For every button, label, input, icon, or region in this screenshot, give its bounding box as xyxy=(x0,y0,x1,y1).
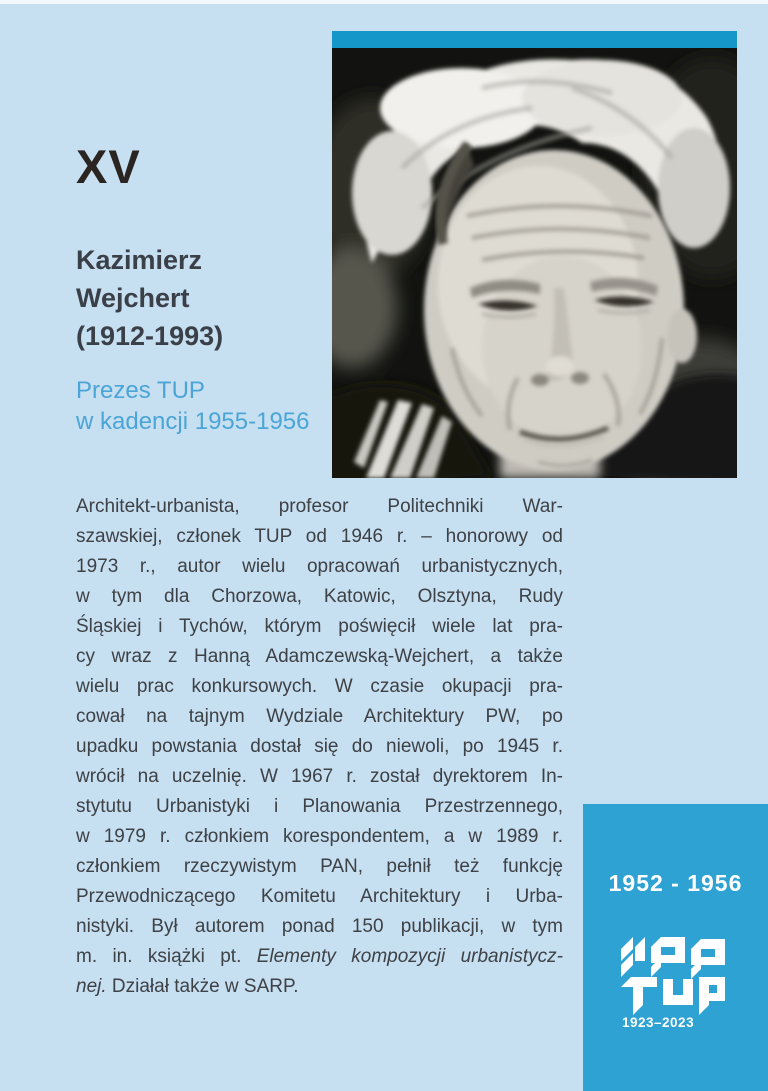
centennial-years: 1923–2023 xyxy=(622,1015,695,1030)
bio-line: nej. Działał także w SARP. xyxy=(76,976,299,997)
bio-line: wielu prac konkursowych. W czasie okupacji pra- xyxy=(76,676,563,697)
page-top-edge xyxy=(0,0,768,4)
bio-line: szawskiej, członek TUP od 1946 r. – honorowy od xyxy=(76,526,563,547)
role-line2: w kadencji 1955-1956 xyxy=(76,408,310,435)
portrait-image xyxy=(332,48,737,478)
bio-line: stytutu Urbanistyki i Planowania Przestrzennego, xyxy=(76,796,563,817)
bio-line: członkiem rzeczywistym PAN, pełnił też funkcję xyxy=(76,856,563,877)
bio-line: w tym dla Chorzowa, Katowic, Olsztyna, Rudy xyxy=(76,586,563,607)
bio-line: 1973 r., autor wielu opracowań urbanistycznych, xyxy=(76,556,563,577)
person-life-years: (1912-1993) xyxy=(76,321,224,351)
bio-line: cy wraz z Hanną Adamczewską-Wejchert, a także xyxy=(76,646,563,667)
person-name xyxy=(76,241,223,355)
portrait-photo xyxy=(332,31,737,478)
bio-line: upadku powstania dostał się do niewoli, po 1945 r. xyxy=(76,736,563,757)
person-name-line1: Kazimierz xyxy=(76,245,203,275)
bio-line: wrócił na uczelnię. W 1967 r. został dyrektorem In- xyxy=(76,766,563,787)
tup-centennial-logo-icon xyxy=(619,935,731,1015)
bio-line: cował na tajnym Wydziale Architektury PW, po xyxy=(76,706,563,727)
person-name-line2: Wejchert xyxy=(76,283,190,313)
bio-line: Śląskiej i Tychów, którym poświęcił wiele lat pra- xyxy=(76,616,563,637)
biography-text xyxy=(76,492,563,1002)
role-subtitle xyxy=(76,375,310,437)
role-line1: Prezes TUP xyxy=(76,377,205,404)
chapter-number: XV xyxy=(76,140,141,193)
bio-line: Przewodniczącego Komitetu Architektury i Urba- xyxy=(76,886,563,907)
bio-line: m. in. książki pt. Elementy kompozycji urbanistycz- xyxy=(76,946,563,967)
photo-top-bar xyxy=(332,31,737,48)
term-sidebar xyxy=(583,804,768,1091)
bio-line: w 1979 r. członkiem korespondentem, a w 1989 r. xyxy=(76,826,563,847)
bio-line: nistyki. Był autorem ponad 150 publikacji, w tym xyxy=(76,916,563,937)
bio-line: Architekt-urbanista, profesor Politechniki War- xyxy=(76,496,563,517)
term-years: 1952 - 1956 xyxy=(608,870,743,896)
